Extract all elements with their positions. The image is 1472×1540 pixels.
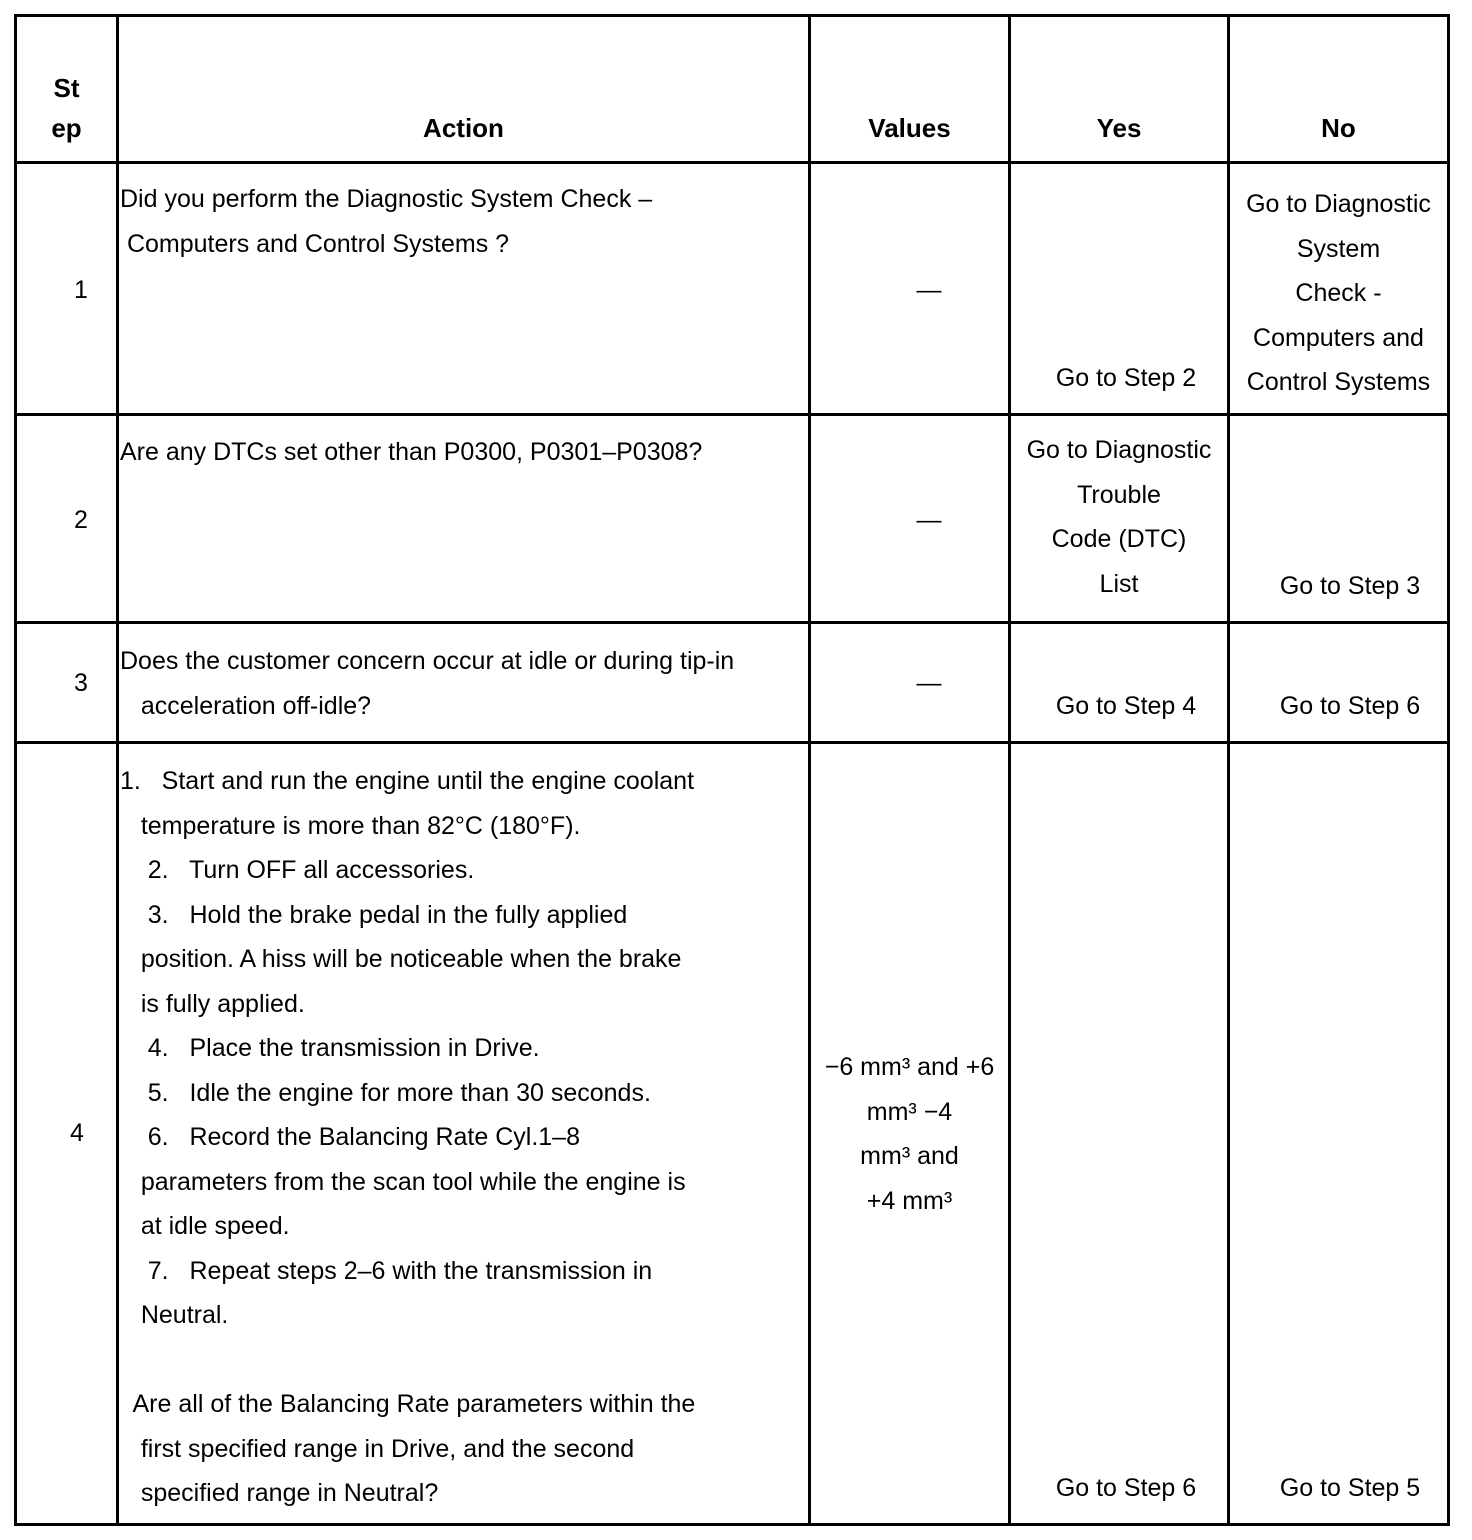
action-line: Are all of the Balancing Rate parameters within the	[120, 1390, 696, 1418]
value-line: +4 mm³	[866, 1186, 953, 1215]
yes-cell	[1011, 624, 1241, 728]
yes-link[interactable]: Go to Step 6	[1055, 1473, 1197, 1502]
no-link-line[interactable]: Go to Diagnostic	[1246, 190, 1431, 218]
header-step-line: ep	[51, 113, 82, 143]
column-divider	[116, 14, 119, 1526]
action-line: Neutral.	[120, 1301, 229, 1329]
no-cell	[1230, 416, 1470, 608]
value-cell: —	[916, 506, 942, 534]
action-line: 1. Start and run the engine until the engine coolant	[120, 767, 695, 795]
value-line: −6 mm³ and +6	[824, 1053, 995, 1081]
action-line: at idle speed.	[120, 1212, 290, 1240]
action-line: 2. Turn OFF all accessories.	[120, 856, 475, 884]
no-link-line[interactable]: Check -	[1295, 279, 1382, 307]
action-line: Are any DTCs set other than P0300, P0301–P0308?	[120, 438, 703, 466]
table-border-bottom	[14, 1523, 1450, 1526]
action-line	[120, 1338, 806, 1383]
action-line: temperature is more than 82°C (180°F).	[120, 811, 581, 840]
action-line: 4. Place the transmission in Drive.	[120, 1034, 540, 1062]
no-link-line[interactable]: Control Systems	[1246, 368, 1431, 396]
action-line: 7. Repeat steps 2–6 with the transmission in	[120, 1256, 653, 1285]
header-no: No	[1321, 113, 1356, 143]
yes-cell	[1011, 428, 1227, 606]
action-line: position. A hiss will be noticeable when the brake	[120, 945, 682, 973]
value-line: mm³ −4	[866, 1097, 953, 1126]
no-link[interactable]: Go to Step 3	[1279, 571, 1421, 600]
value-cell	[811, 1045, 1008, 1223]
yes-cell	[1011, 164, 1241, 400]
no-link-line[interactable]: Computers and	[1253, 323, 1424, 352]
action-line: Does the customer concern occur at idle or during tip-in	[120, 647, 735, 675]
action-line: is fully applied.	[120, 989, 305, 1018]
no-cell	[1230, 744, 1470, 1510]
diagnostic-table	[14, 14, 1450, 1526]
action-line: 6. Record the Balancing Rate Cyl.1–8	[120, 1123, 580, 1151]
no-link[interactable]: Go to Step 5	[1279, 1473, 1421, 1502]
yes-link-line[interactable]: List	[1099, 569, 1139, 598]
header-yes: Yes	[1096, 113, 1142, 143]
column-divider	[808, 14, 811, 1526]
no-cell	[1230, 182, 1447, 405]
action-line: 3. Hold the brake pedal in the fully applied	[120, 900, 628, 929]
header-step-line: St	[53, 73, 80, 103]
table-border-top	[14, 14, 1450, 17]
action-line: specified range in Neutral?	[120, 1479, 439, 1507]
no-cell	[1230, 624, 1470, 728]
no-link-line[interactable]: System	[1296, 234, 1381, 263]
yes-link[interactable]: Go to Step 2	[1055, 363, 1197, 392]
yes-link-line[interactable]: Trouble	[1077, 480, 1161, 509]
value-cell: —	[916, 276, 942, 304]
step-number: 4	[70, 1119, 84, 1147]
action-cell	[120, 430, 806, 475]
header-values: Values	[868, 113, 951, 143]
step-number: 3	[74, 669, 88, 697]
action-line: acceleration off-idle?	[120, 691, 372, 720]
action-cell	[120, 639, 806, 728]
action-cell	[120, 759, 806, 1516]
no-link[interactable]: Go to Step 6	[1279, 691, 1421, 720]
yes-link-line[interactable]: Code (DTC)	[1051, 525, 1187, 553]
header-action: Action	[423, 113, 504, 143]
yes-cell	[1011, 744, 1241, 1510]
action-line: 5. Idle the engine for more than 30 seconds.	[120, 1078, 651, 1107]
step-number: 1	[74, 276, 88, 304]
step-number: 2	[74, 506, 88, 534]
value-line: mm³ and	[860, 1142, 959, 1170]
yes-link-line[interactable]: Go to Diagnostic	[1026, 436, 1212, 464]
yes-link[interactable]: Go to Step 4	[1055, 691, 1197, 720]
value-cell: —	[916, 669, 942, 697]
table-border-left	[14, 14, 17, 1526]
action-line: parameters from the scan tool while the engine is	[120, 1167, 686, 1196]
action-line: Computers and Control Systems ?	[120, 229, 510, 258]
header-step	[17, 68, 116, 148]
action-line: first specified range in Drive, and the second	[120, 1434, 635, 1463]
action-cell	[120, 177, 806, 266]
action-line: Did you perform the Diagnostic System Check –	[120, 185, 653, 213]
